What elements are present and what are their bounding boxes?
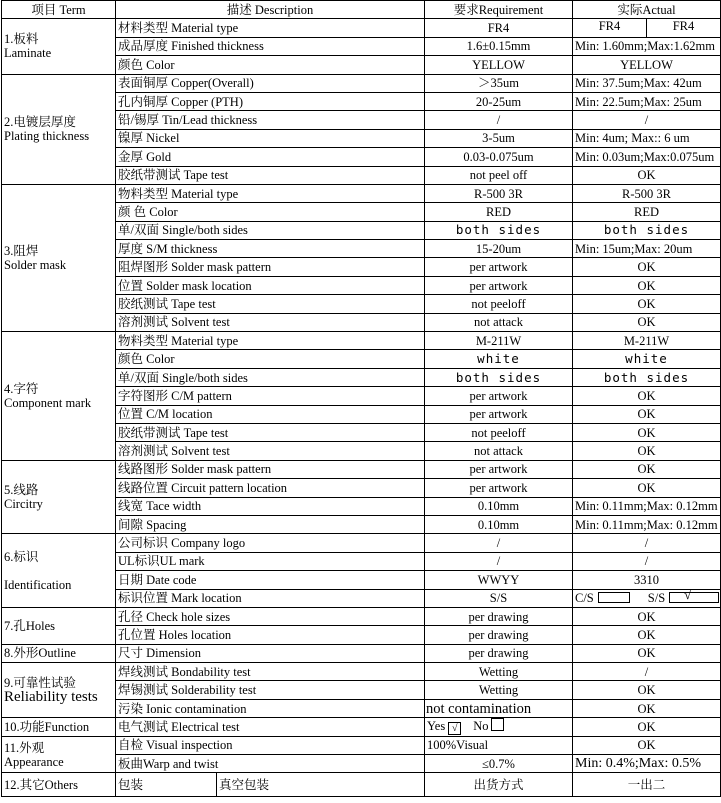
description-cell: 电气测试 Electrical test — [116, 718, 425, 736]
actual-cell: OK — [573, 258, 721, 276]
term-en: Identification — [4, 577, 72, 592]
requirement-cell: YELLOW — [425, 56, 573, 74]
requirement-cell: WWYY — [425, 571, 573, 589]
requirement-cell: 15-20um — [425, 240, 573, 258]
description-cell: 自检 Visual inspection — [116, 736, 425, 754]
actual-cell: Min: 0.03um;Max:0.075um — [573, 148, 721, 166]
term-appearance — [2, 736, 116, 773]
description-cell: 溶剂测试 Solvent test — [116, 442, 425, 460]
table-row — [2, 644, 721, 662]
no-checkbox — [491, 718, 504, 731]
term-en: Component mark — [4, 395, 92, 410]
mark-cs-label: C/S — [575, 591, 594, 606]
description-cell: 厚度 S/M thickness — [116, 240, 425, 258]
actual-cell: both sides — [573, 368, 721, 386]
requirement-cell: 100%Visual — [425, 736, 573, 754]
requirement-cell: R-500 3R — [425, 184, 573, 202]
description-cell: 阻焊图形 Solder mask pattern — [116, 258, 425, 276]
actual-cell: / — [573, 534, 721, 552]
requirement-cell: white — [425, 350, 573, 368]
header-row — [2, 1, 721, 19]
description-cell: 位置 Solder mask location — [116, 276, 425, 294]
requirement-cell: S/S — [425, 589, 573, 607]
description-cell: 单/双面 Single/both sides — [116, 221, 425, 239]
actual-cell — [573, 589, 721, 607]
description-cell: 表面铜厚 Copper(Overall) — [116, 74, 425, 92]
requirement-cell: per artwork — [425, 258, 573, 276]
table-row — [2, 607, 721, 625]
requirement-cell: ＞35um — [425, 74, 573, 92]
header-actual: 实际Actual — [573, 1, 721, 19]
requirement-cell: not attack — [425, 442, 573, 460]
requirement-cell — [425, 718, 573, 736]
actual-cell: Min: 0.4%;Max: 0.5% — [573, 755, 721, 773]
requirement-cell: Wetting — [425, 681, 573, 699]
mark-ss-label: S/S — [647, 591, 666, 606]
table-row — [2, 663, 721, 681]
table-row — [2, 332, 721, 350]
actual-cell: Min: 1.60mm;Max:1.62mm — [573, 37, 721, 55]
description-cell: 位置 C/M location — [116, 405, 425, 423]
term-component-mark — [2, 332, 116, 461]
term-plating — [2, 74, 116, 184]
actual-cell: OK — [573, 387, 721, 405]
description-cell: 物料类型 Material type — [116, 332, 425, 350]
actual-cell: OK — [573, 644, 721, 662]
description-cell: 材料类型 Material type — [116, 19, 425, 37]
term-solder-mask — [2, 184, 116, 331]
description-cell: 污染 Ionic contamination — [116, 699, 425, 717]
term-cn: 5.线路 — [4, 483, 39, 498]
actual-cell: OK — [573, 699, 721, 717]
actual-cell: OK — [573, 736, 721, 754]
requirement-cell: per artwork — [425, 479, 573, 497]
actual-cell: RED — [573, 203, 721, 221]
yes-checkbox: √ — [448, 722, 461, 735]
term-cn: 11.外观 — [4, 740, 45, 755]
description-cell: 尺寸 Dimension — [116, 644, 425, 662]
description-cell: 单/双面 Single/both sides — [116, 368, 425, 386]
description-cell: 日期 Date code — [116, 571, 425, 589]
actual-cell: OK — [573, 460, 721, 478]
description-cell: 铅/锡厚 Tin/Lead thickness — [116, 111, 425, 129]
term-cn: 1.板料 — [4, 32, 39, 47]
description-cell: 成品厚度 Finished thickness — [116, 37, 425, 55]
actual-cell: OK — [573, 479, 721, 497]
term-en: Appearance — [4, 754, 64, 769]
actual-cell: OK — [573, 276, 721, 294]
requirement-cell: not peeloff — [425, 295, 573, 313]
term-holes: 7.孔Holes — [2, 607, 116, 644]
requirement-cell: per artwork — [425, 276, 573, 294]
description-cell: 颜色 Color — [116, 56, 425, 74]
actual-cell: Min: 22.5um;Max: 25um — [573, 92, 721, 110]
term-function: 10.功能Function — [2, 718, 116, 736]
description-cell: 孔径 Check hole sizes — [116, 607, 425, 625]
header-description: 描述 Description — [116, 1, 425, 19]
description-cell: 字符图形 C/M pattern — [116, 387, 425, 405]
requirement-cell: per artwork — [425, 387, 573, 405]
actual-cell: Min: 0.11mm;Max: 0.12mm — [573, 515, 721, 533]
description-cell: 孔内铜厚 Copper (PTH) — [116, 92, 425, 110]
term-cn: 4.字符 — [4, 381, 39, 396]
requirement-cell: both sides — [425, 368, 573, 386]
packing-label: 包装 — [116, 773, 217, 797]
description-cell: 颜色 Color — [116, 350, 425, 368]
term-en: Laminate — [4, 46, 52, 61]
description-cell: 孔位置 Holes location — [116, 626, 425, 644]
description-cell: 线宽 Tace width — [116, 497, 425, 515]
description-cell: 标识位置 Mark location — [116, 589, 425, 607]
actual-cell: OK — [573, 423, 721, 441]
requirement-cell: not attack — [425, 313, 573, 331]
actual-cell: OK — [573, 718, 721, 736]
table-row — [2, 773, 721, 797]
requirement-cell: / — [425, 111, 573, 129]
term-cn: 2.电镀层厚度 — [4, 115, 76, 130]
description-cell: 镍厚 Nickel — [116, 129, 425, 147]
requirement-cell: RED — [425, 203, 573, 221]
description-cell: 间隙 Spacing — [116, 515, 425, 533]
requirement-cell: per artwork — [425, 405, 573, 423]
table-row — [2, 736, 721, 754]
term-circuitry — [2, 460, 116, 534]
packing-method: 真空包装 — [217, 773, 425, 797]
description-cell: 胶纸测试 Tape test — [116, 295, 425, 313]
actual-cell: Min: 15um;Max: 20um — [573, 240, 721, 258]
actual-cell: 一出二 — [573, 773, 721, 797]
term-others: 12.其它Others — [2, 773, 116, 797]
term-laminate — [2, 19, 116, 74]
requirement-cell: per drawing — [425, 607, 573, 625]
mark-cs-box — [598, 592, 630, 603]
description-cell: 线路图形 Solder mask pattern — [116, 460, 425, 478]
term-outline: 8.外形Outline — [2, 644, 116, 662]
actual-cell: OK — [573, 405, 721, 423]
actual-cell: / — [573, 552, 721, 570]
requirement-cell: not peeloff — [425, 423, 573, 441]
description-cell: 线路位置 Circuit pattern location — [116, 479, 425, 497]
actual-cell: R-500 3R — [573, 184, 721, 202]
requirement-cell: 出货方式 — [425, 773, 573, 797]
actual-cell — [573, 19, 721, 37]
requirement-cell: FR4 — [425, 19, 573, 37]
inspection-report-table — [1, 0, 721, 797]
header-requirement: 要求Requirement — [425, 1, 573, 19]
actual-part: FR4 — [646, 19, 720, 36]
term-en: Circitry — [4, 497, 43, 512]
term-en: Reliability tests — [4, 689, 98, 706]
description-cell: 胶纸带测试 Tape test — [116, 423, 425, 441]
requirement-cell: 0.10mm — [425, 515, 573, 533]
requirement-cell: / — [425, 552, 573, 570]
actual-cell: OK — [573, 166, 721, 184]
table-row — [2, 718, 721, 736]
requirement-cell: per artwork — [425, 460, 573, 478]
term-cn: 9.可靠性试验 — [4, 676, 76, 691]
actual-cell: both sides — [573, 221, 721, 239]
actual-cell: OK — [573, 681, 721, 699]
requirement-cell: not contamination — [425, 699, 573, 717]
requirement-cell: 0.03-0.075um — [425, 148, 573, 166]
yes-label: Yes — [427, 719, 446, 734]
requirement-cell: ≤0.7% — [425, 755, 573, 773]
mark-ss-checked-box — [669, 592, 719, 603]
actual-cell: / — [573, 111, 721, 129]
requirement-cell: 3-5um — [425, 129, 573, 147]
description-cell: 金厚 Gold — [116, 148, 425, 166]
description-cell: 公司标识 Company logo — [116, 534, 425, 552]
actual-cell: OK — [573, 607, 721, 625]
actual-cell: white — [573, 350, 721, 368]
table-row — [2, 184, 721, 202]
requirement-cell: both sides — [425, 221, 573, 239]
description-cell: 颜 色 Color — [116, 203, 425, 221]
description-cell: 溶剂测试 Solvent test — [116, 313, 425, 331]
actual-cell: 3310 — [573, 571, 721, 589]
requirement-cell: 20-25um — [425, 92, 573, 110]
requirement-cell: 1.6±0.15mm — [425, 37, 573, 55]
actual-part: FR4 — [598, 19, 621, 34]
actual-cell: YELLOW — [573, 56, 721, 74]
description-cell: 焊线测试 Bondability test — [116, 663, 425, 681]
actual-cell: OK — [573, 626, 721, 644]
requirement-cell: per drawing — [425, 626, 573, 644]
term-cn: 6.标识 — [4, 549, 39, 564]
actual-cell: Min: 4um; Max:: 6 um — [573, 129, 721, 147]
term-en: Solder mask — [4, 257, 67, 272]
actual-cell: / — [573, 663, 721, 681]
header-term: 项目 Term — [2, 1, 116, 19]
term-cn: 3.阻焊 — [4, 243, 39, 258]
table-row — [2, 19, 721, 37]
requirement-cell: M-211W — [425, 332, 573, 350]
description-cell: 物料类型 Material type — [116, 184, 425, 202]
table-row — [2, 460, 721, 478]
actual-cell: OK — [573, 313, 721, 331]
description-cell: UL标识UL mark — [116, 552, 425, 570]
requirement-cell: / — [425, 534, 573, 552]
description-cell: 胶纸带测试 Tape test — [116, 166, 425, 184]
table-row — [2, 74, 721, 92]
term-en: Plating thickness — [4, 129, 90, 144]
term-identification — [2, 534, 116, 608]
term-reliability — [2, 663, 116, 718]
requirement-cell: not peel off — [425, 166, 573, 184]
table-row — [2, 534, 721, 552]
actual-cell: OK — [573, 442, 721, 460]
description-cell: 焊锡测试 Solderability test — [116, 681, 425, 699]
actual-cell: Min: 37.5um;Max: 42um — [573, 74, 721, 92]
requirement-cell: per drawing — [425, 644, 573, 662]
requirement-cell: 0.10mm — [425, 497, 573, 515]
actual-cell: Min: 0.11mm;Max: 0.12mm — [573, 497, 721, 515]
actual-cell: M-211W — [573, 332, 721, 350]
requirement-cell: Wetting — [425, 663, 573, 681]
description-cell: 板曲Warp and twist — [116, 755, 425, 773]
actual-cell: OK — [573, 295, 721, 313]
no-label: No — [473, 719, 489, 734]
